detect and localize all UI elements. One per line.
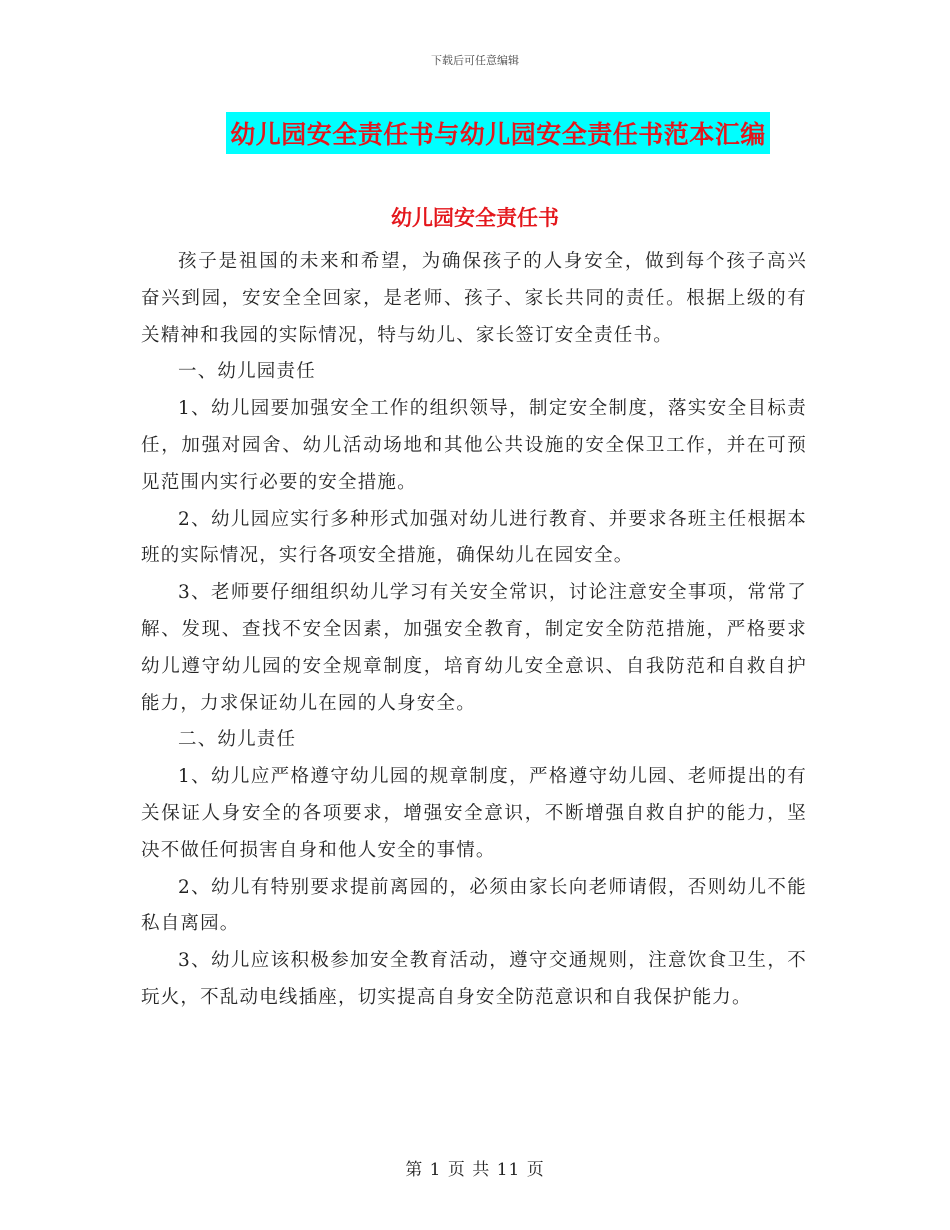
paragraph-child-2: 2、幼儿有特别要求提前离园的，必须由家长向老师请假，否则幼儿不能私自离园。 (141, 876, 807, 935)
page-header-note: 下载后可任意编辑 (431, 54, 519, 67)
heading-kindergarten-duty: 一、幼儿园责任 (178, 361, 316, 383)
paragraph-child-1: 1、幼儿应严格遵守幼儿园的规章制度，严格遵守幼儿园、老师提出的有关保证人身安全的各项要求，增强安全意识，不断增强自救自护的能力，坚决不做任何损害自身和他人安全的事情。 (141, 766, 807, 861)
document-body (141, 244, 807, 1017)
paragraph-kindergarten-1: 1、幼儿园要加强安全工作的组织领导，制定安全制度，落实安全目标责任，加强对园舍、幼儿活动场地和其他公共设施的安全保卫工作，并在可预见范围内实行必要的安全措施。 (141, 398, 807, 493)
page-number-footer: 第 1 页 共 11 页 (405, 1160, 545, 1180)
paragraph-child-3: 3、幼儿应该积极参加安全教育活动，遵守交通规则，注意饮食卫生，不玩火，不乱动电线插座，切实提高自身安全防范意识和自我保护能力。 (141, 950, 807, 1008)
paragraph-kindergarten-2: 2、幼儿园应实行多种形式加强对幼儿进行教育、并要求各班主任根据本班的实际情况，实行各项安全措施，确保幼儿在园安全。 (141, 508, 807, 567)
heading-child-duty: 二、幼儿责任 (178, 729, 297, 751)
paragraph-kindergarten-3: 3、老师要仔细组织幼儿学习有关安全常识，讨论注意安全事项，常常了解、发现、查找不安全因素，加强安全教育，制定安全防范措施，严格要求幼儿遵守幼儿园的安全规章制度，培育幼儿安全意识、自我防范和自救自护能力，力求保证幼儿在园的人身安全。 (141, 582, 807, 714)
main-title-container (0, 112, 950, 154)
main-title: 幼儿园安全责任书与幼儿园安全责任书范本汇编 (226, 112, 770, 154)
paragraph-intro: 孩子是祖国的未来和希望，为确保孩子的人身安全，做到每个孩子高兴奋兴到园，安安全全回家，是老师、孩子、家长共同的责任。根据上级的有关精神和我园的实际情况，特与幼儿、家长签订安全责任书。 (141, 251, 807, 346)
section-title: 幼儿园安全责任书 (391, 205, 559, 230)
